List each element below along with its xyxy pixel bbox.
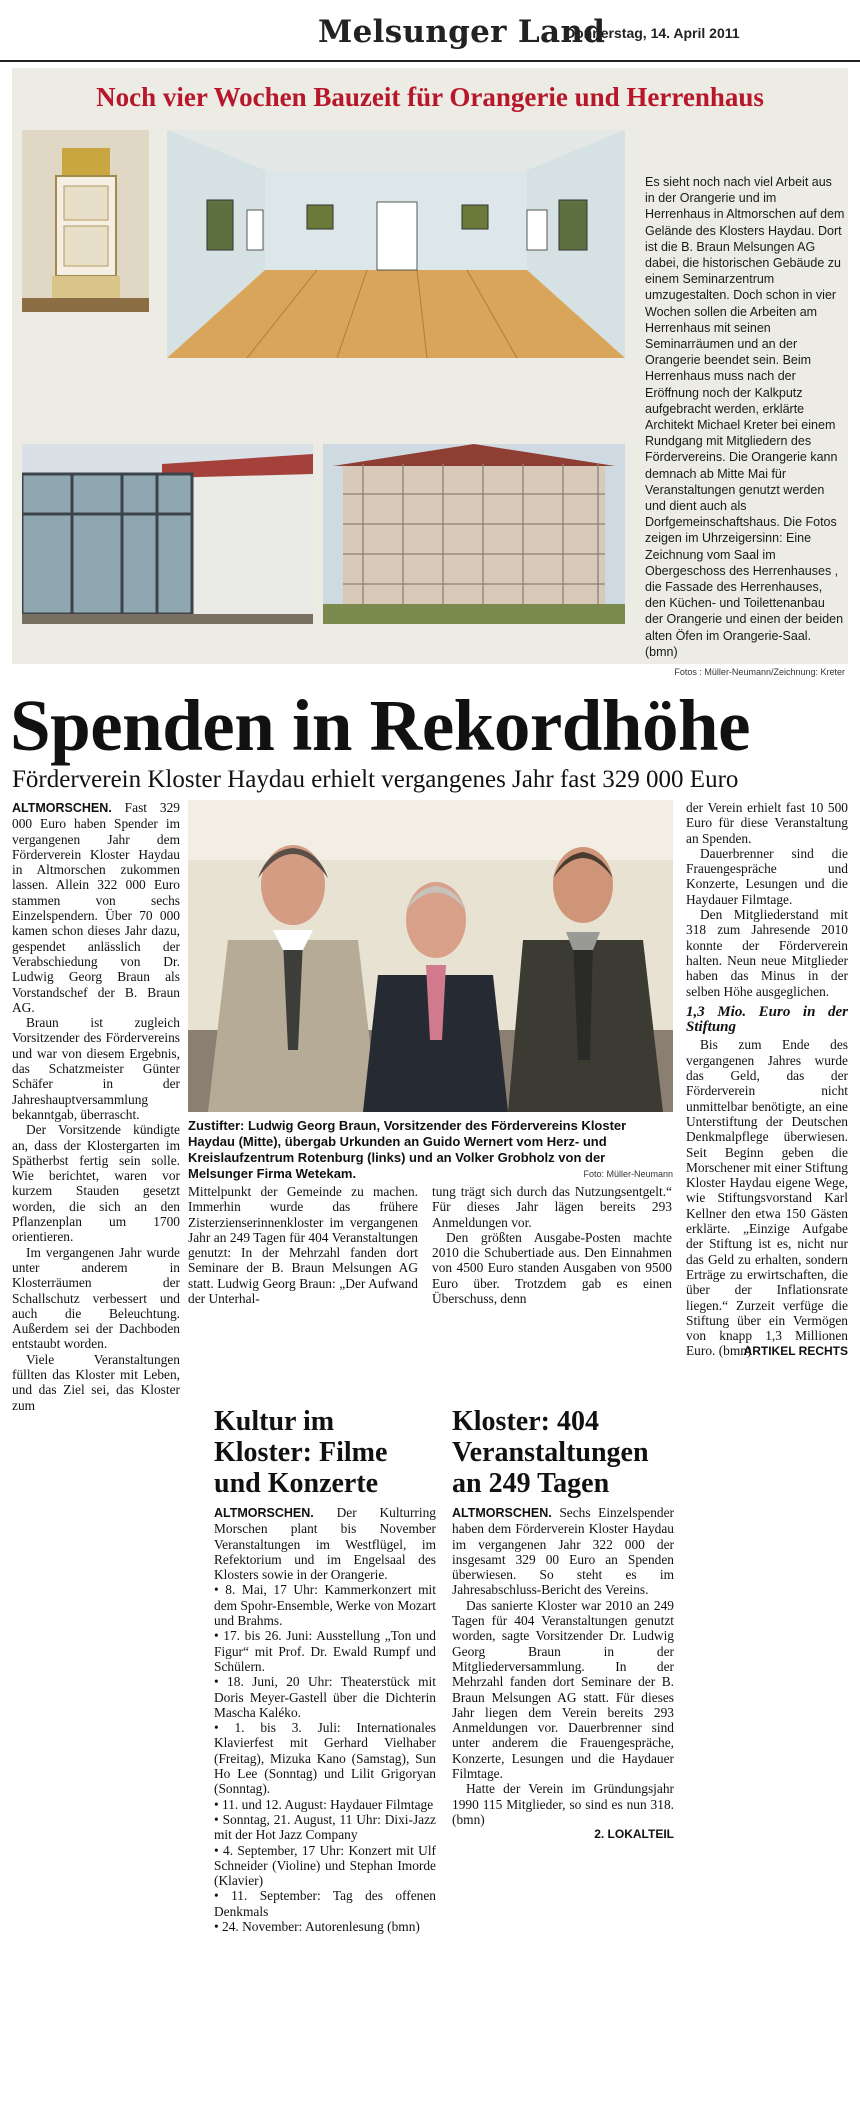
- article-col-1: [12, 800, 180, 1413]
- feature-credit: Fotos : Müller-Neumann/Zeichnung: Kreter: [674, 667, 845, 678]
- paragraph: Hatte der Verein im Gründungsjahr 1990 115 Mitglieder, so sind es nun 318. (bmn): [452, 1781, 674, 1827]
- paragraph: Der Kulturring Morschen plant bis November Veranstaltungen im Westflügel, im Refektorium und im Engelsaal des Klosters sowie in der Orangerie.: [214, 1505, 436, 1583]
- paragraph: Fast 329 000 Euro haben Spender im vergangenen Jahr dem Förderverein Kloster Haydau in Altmorschen zukommen lassen. Allein 322 000 Euro stammen von sechs Einzelspendern. Über 70 000 kamen schon dieses Jahr dazu, gespendet anlässlich der Verabschiedung von Dr. Ludwig Georg Braun als Vorstandschef der B. Braun AG.: [12, 800, 180, 1015]
- feature-headline: Noch vier Wochen Bauzeit für Orangerie und Herrenhaus: [96, 82, 764, 112]
- feature-box: [12, 68, 848, 678]
- col-subheading: 1,3 Mio. Euro in der Stiftung: [686, 1003, 848, 1036]
- group-photo: [188, 800, 673, 1112]
- main-headline: Spenden in Rekordhöhe: [10, 685, 750, 766]
- list-item: • 18. Juni, 20 Uhr: Theaterstück mit Doris Meyer-Gastell über die Dichterin Mascha Kaléko.: [214, 1674, 436, 1720]
- paragraph: Sechs Einzelspender haben dem Förderverein Kloster Haydau im vergangenen Jahr 322 000 der insgesamt 329 00 Euro an Spenden überwiesen. So steht es im Jahresabschluss-Bericht des Vereins.: [452, 1505, 674, 1598]
- dateline: ALTMORSCHEN.: [214, 1506, 314, 1520]
- annex-photo: [22, 444, 313, 624]
- article-col-2: [188, 1184, 418, 1306]
- paragraph: Den Mitgliederstand mit 318 zum Jahresende 2010 konnte der Förderverein halten. Neun neue Mitglieder haben das Minus in der selben Höhe ausgeglichen.: [686, 907, 848, 999]
- main-subhead: Förderverein Kloster Haydau erhielt vergangenes Jahr fast 329 000 Euro: [12, 766, 739, 793]
- article-ref: ARTIKEL RECHTS: [743, 1343, 848, 1358]
- paragraph: Mittelpunkt der Gemeinde zu machen. Immerhin wurde das frühere Zisterzienserinnenkloster im vergangenen Jahr an 249 Tagen für 404 Veranstaltungen genutzt: In der Mehrzahl fanden dort Seminare der B. Braun Melsungen AG statt. Ludwig Georg Braun: „Der Aufwand der Unterhal-: [188, 1184, 418, 1307]
- paragraph: Braun ist zugleich Vorsitzender des Fördervereins und war von diesem Ergebnis, das Schatzmeister Günter Schäfer in der Jahreshauptversammlung bekanntgab, überrascht.: [12, 1015, 180, 1122]
- oven-photo: [22, 130, 149, 312]
- section-title: Melsunger Land: [318, 14, 606, 50]
- list-item: • 17. bis 26. Juni: Ausstellung „Ton und Figur“ mit Prof. Dr. Ewald Rumpf und Schülern.: [214, 1628, 436, 1674]
- photo-credit: Foto: Müller-Neumann: [583, 1169, 673, 1179]
- paragraph: Im vergangenen Jahr wurde unter anderem in Klosterräumen der Schallschutz verbessert und auch die Beleuchtung. Außerdem sei der Dachboden entstaubt worden.: [12, 1244, 180, 1352]
- culture-headline: Kultur im Kloster: Filme und Konzerte: [214, 1406, 388, 1499]
- article-col-3: [432, 1184, 672, 1306]
- feature-text: [645, 174, 845, 680]
- paragraph: Den größten Ausgabe-Posten machte 2010 die Schubertiade aus. Den Einnahmen von 4500 Euro standen Ausgaben von 9500 Euro über. Trotzdem gab es einen Überschuss, denn: [432, 1229, 672, 1307]
- list-item: • 11. und 12. August: Haydauer Filmtage: [214, 1796, 434, 1812]
- dateline: ALTMORSCHEN.: [452, 1506, 552, 1520]
- list-item: • 24. November: Autorenlesung (bmn): [214, 1919, 420, 1935]
- paragraph: Der Vorsitzende kündigte an, dass der Klostergarten im Spätherbst fertig sein solle. Wie berichtet, waren vor kurzem Stauden gesetzt worden, die sich an den Pflanzenplan um 1700 orientieren.: [12, 1122, 180, 1245]
- list-item: • 11. September: Tag des offenen Denkmals: [214, 1888, 436, 1919]
- article-ref: 2. LOKALTEIL: [594, 1827, 674, 1842]
- masthead: [0, 0, 860, 62]
- paragraph: Viele Veranstaltungen füllten das Kloster mit Leben, und das Ziel sei, das Kloster zum: [12, 1351, 180, 1413]
- list-item: • Sonntag, 21. August, 11 Uhr: Dixi-Jazz mit der Hot Jazz Company: [214, 1811, 436, 1843]
- culture-body: [214, 1505, 436, 1934]
- article-col-4: [686, 800, 848, 1359]
- photo-caption: [188, 1118, 673, 1182]
- list-item: • 1. bis 3. Juli: Internationales Klavierfest mit Gerhard Vielhaber (Freitag), Mizuka Kano (Samstag), Sun Ho Lee (Sonntag) und Lilit Grigoryan (Sonntag).: [214, 1720, 436, 1797]
- paragraph: der Verein erhielt fast 10 500 Euro für diese Veranstaltung an Spenden.: [686, 800, 848, 846]
- kloster-body: [452, 1505, 674, 1843]
- kloster-headline: Kloster: 404 Veranstaltungen an 249 Tagen: [452, 1406, 649, 1499]
- caption-text: Zustifter: Ludwig Georg Braun, Vorsitzender des Fördervereins Kloster Haydau (Mitte), übergab Urkunden an Guido Wernert vom Herz- und Kreislaufzentrum Rotenburg (links) und an Volker Grobholz von der Melsunger Firma Wetekam.: [188, 1118, 627, 1181]
- list-item: • 4. September, 17 Uhr: Konzert mit Ulf Schneider (Violine) und Stephan Imorde (Klavier): [214, 1842, 436, 1889]
- issue-date: Donnerstag, 14. April 2011: [565, 25, 740, 41]
- hall-drawing: [167, 130, 625, 358]
- paragraph: tung trägt sich durch das Nutzungsentgelt.“ Für dieses Jahr lägen bereits 293 Anmeldungen vor.: [432, 1184, 672, 1230]
- culture-article: [214, 1406, 436, 1934]
- dateline: ALTMORSCHEN.: [12, 801, 112, 815]
- paragraph: Bis zum Ende des vergangenen Jahres wurde das Geld, das der Förderverein nicht unmittelbar benötigte, an eine Unterstiftung der Deutschen Denkmalpflege überwiesen. Seit Beginn geben die Morschener mit einer Stiftung Kloster Haydau eigene Wege, wie Stiftungsvorstand Karl Kellner den etwa 150 Gästen erklärte. „Einzige Aufgabe der Stiftung ist es, nicht nur das Geld zu erhalten, sondern Erträge zu erwirtschaften, die über der Inflationsrate liegen.“ Zurzeit verfüge die Stiftung über ein Vermögen von knapp 1,3 Millionen Euro. (bmn): [686, 1037, 848, 1359]
- kloster-article: [452, 1406, 674, 1843]
- paragraph: Das sanierte Kloster war 2010 an 249 Tagen für 404 Veranstaltungen genutzt worden, sagte Vorsitzender Dr. Ludwig Georg Braun in der Mitgliederversammlung. In der Mehrzahl fanden dort Seminare der B. Braun Melsungen AG statt. Für dieses Jahr liegen dem Verein bereits 293 Anmeldungen vor. Dauerbrenner sind unter anderem die Frauengespräche, Konzerte, Lesungen und die Haydauer Filmtage.: [452, 1597, 674, 1782]
- feature-body: Es sieht noch nach viel Arbeit aus in der Orangerie und im Herrenhaus in Altmorschen auf dem Gelände des Klosters Haydau. Dort ist die B. Braun Melsungen AG dabei, die historischen Gebäude zu einem Seminarzentrum umzugestalten. Doch schon in vier Wochen sollen die Arbeiten am Herrenhaus mit seinen Seminarräumen und an der Orangerie beendet sein. Beim Herrenhaus muss nach der Eröffnung noch der Kalkputz aufgebracht werden, erklärte Architekt Michael Kreter bei einem Rundgang mit Mitgliedern des Fördervereins. Die Orangerie kann demnach ab Mitte Mai für Veranstaltungen genutzt werden und dient auch als Dorfgemeinschaftshaus. Die Fotos zeigen im Uhrzeigersinn: Eine Zeichnung vom Saal im Obergeschoss des Herrenhauses , die Fassade des Herrenhauses, den Küchen- und Toilettenanbau der Orangerie und einen der beiden alten Öfen im Orangerie-Saal. (bmn): [645, 175, 845, 659]
- list-item: • 8. Mai, 17 Uhr: Kammerkonzert mit dem Spohr-Ensemble, Werke von Mozart und Brahms.: [214, 1582, 436, 1629]
- facade-photo: [323, 444, 625, 624]
- paragraph: Dauerbrenner sind die Frauengespräche und Konzerte, Lesungen und die Haydauer Filmtage.: [686, 845, 848, 907]
